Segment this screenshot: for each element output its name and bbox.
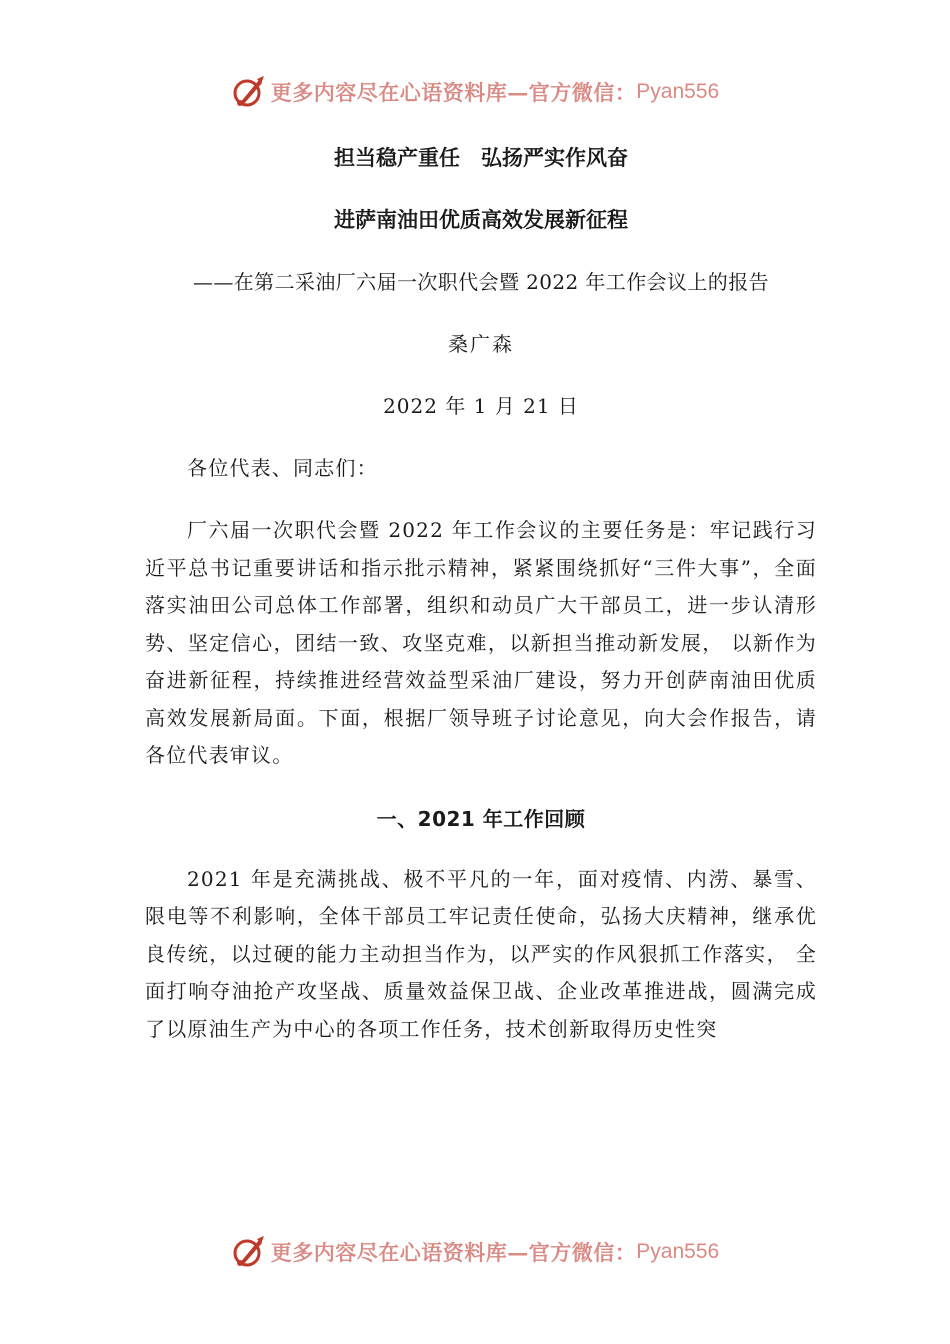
document-salutation: 各位代表、同志们： [187,456,378,480]
document-author: 桑广森 [448,332,514,356]
document-date: 2022 年 1 月 21 日 [383,394,579,418]
watermark-handle: Pyan556 [636,1240,720,1263]
document-subtitle: ——在第二采油厂六届一次职代会暨 2022 年工作会议上的报告 [192,270,769,294]
watermark-banner-bottom [0,1230,950,1274]
quill-pen-logo-icon [231,1234,267,1270]
watermark-banner-top [0,70,950,114]
paragraph-intro: 厂六届一次职代会暨 2022 年工作会议的主要任务是：牢记践行习近平总书记重要讲话和指示批示精神，紧紧围绕抓好“三件大事”，全面落实油田公司总体工作部署，组织和动员广大干部员工，进一步认清形势、坚定信心，团结一致、攻坚克难，以新担当推动新发展， 以新作为奋进新征程，持续推进经营效益型采油厂建设，努力开创萨南油田优质高效发展新局面。下面，根据厂领导班子讨论意见，向大会作报告，请各位代表审议。 [145,518,817,767]
watermark-handle: Pyan556 [636,80,720,103]
document-title-line1: 担当稳产重任 弘扬严实作风奋 [334,146,628,170]
document-title-line2: 进萨南油田优质高效发展新征程 [334,208,628,232]
section-heading-review: 一、2021 年工作回顾 [376,806,586,831]
watermark-text: 更多内容尽在心语资料库—官方微信： [270,1240,637,1265]
paragraph-review: 2021 年是充满挑战、极不平凡的一年，面对疫情、内涝、暴雪、限电等不利影响，全体干部员工牢记责任使命，弘扬大庆精神，继承优良传统，以过硬的能力主动担当作为，以严实的作风狠抓工作落实， 全面打响夺油抢产攻坚战、质量效益保卫战、企业改革推进战，圆满完成了以原油生产为中心的各项工作任务，技术创新取得历史性突 [145,866,817,1041]
document-page [145,134,817,1048]
quill-pen-logo-icon [231,74,267,110]
watermark-text: 更多内容尽在心语资料库—官方微信： [270,80,637,105]
